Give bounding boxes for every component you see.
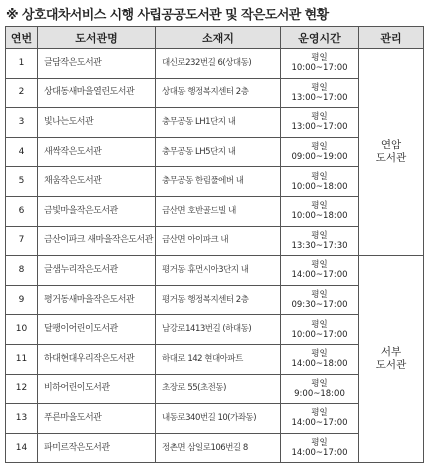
hours-days: 평일	[311, 349, 328, 360]
hours-time: 10:00~17:00	[291, 329, 348, 340]
operating-hours	[281, 108, 359, 138]
library-location: 내동로340번길 10(가좌동)	[156, 404, 281, 434]
operating-hours	[281, 49, 359, 79]
library-name: 파미르작은도서관	[38, 433, 156, 463]
library-location: 대신로232번길 6(상대동)	[156, 49, 281, 79]
managing-library	[359, 256, 424, 463]
hours-time: 13:00~17:00	[291, 92, 348, 103]
hours-time: 10:00~18:00	[291, 211, 348, 222]
hours-days: 평일	[311, 408, 328, 419]
hours-time: 10:00~18:00	[291, 181, 348, 192]
row-number: 7	[6, 226, 38, 256]
managing-library-line1: 서부	[380, 346, 402, 359]
library-location: 충무공동 한림풀에버 내	[156, 167, 281, 197]
library-name: 채움작은도서관	[38, 167, 156, 197]
hours-days: 평일	[311, 171, 328, 182]
library-location: 충무공동 LH1단지 내	[156, 108, 281, 138]
col-header-manager: 관리	[359, 27, 424, 49]
hours-time: 13:00~17:00	[291, 122, 348, 133]
row-number: 5	[6, 167, 38, 197]
library-location: 금산면 호반골드빌 내	[156, 196, 281, 226]
row-number: 9	[6, 285, 38, 315]
library-name: 글담작은도서관	[38, 49, 156, 79]
library-name: 평거동새마을작은도서관	[38, 285, 156, 315]
operating-hours	[281, 344, 359, 374]
library-table	[5, 26, 424, 463]
operating-hours	[281, 196, 359, 226]
hours-days: 평일	[311, 438, 328, 449]
hours-time: 14:00~18:00	[291, 359, 348, 370]
operating-hours	[281, 226, 359, 256]
hours-days: 평일	[311, 230, 328, 241]
hours-days: 평일	[311, 53, 328, 64]
managing-library-line1: 연암	[380, 139, 402, 152]
operating-hours	[281, 433, 359, 463]
library-location: 정촌면 삼일로106번길 8	[156, 433, 281, 463]
row-number: 6	[6, 196, 38, 226]
library-name: 푸른마을도서관	[38, 404, 156, 434]
hours-time: 09:30~17:00	[291, 300, 348, 311]
library-name: 금빛마을작은도서관	[38, 196, 156, 226]
col-header-no: 연번	[6, 27, 38, 49]
operating-hours	[281, 256, 359, 286]
col-header-location: 소재지	[156, 27, 281, 49]
table-row	[6, 256, 424, 286]
hours-days: 평일	[311, 378, 328, 389]
library-location: 평거동 행정복지센터 2층	[156, 285, 281, 315]
hours-days: 평일	[311, 201, 328, 212]
page-title: ※ 상호대차서비스 시행 사립공공도서관 및 작은도서관 현황	[6, 8, 329, 23]
operating-hours	[281, 315, 359, 345]
operating-hours	[281, 78, 359, 108]
hours-days: 평일	[311, 142, 328, 153]
library-location: 상대동 행정복지센터 2층	[156, 78, 281, 108]
operating-hours	[281, 404, 359, 434]
operating-hours	[281, 137, 359, 167]
hours-time: 14:00~17:00	[291, 270, 348, 281]
hours-time: 14:00~17:00	[291, 448, 348, 459]
managing-library	[359, 49, 424, 256]
hours-days: 평일	[311, 260, 328, 271]
row-number: 10	[6, 315, 38, 345]
hours-days: 평일	[311, 82, 328, 93]
operating-hours	[281, 167, 359, 197]
hours-time: 13:30~17:30	[291, 240, 348, 251]
hours-time: 9:00~18:00	[294, 388, 345, 399]
operating-hours	[281, 374, 359, 404]
table-header-row	[6, 27, 424, 49]
row-number: 13	[6, 404, 38, 434]
library-name: 상대동새마을열린도서관	[38, 78, 156, 108]
table-row	[6, 49, 424, 79]
operating-hours	[281, 285, 359, 315]
library-name: 빛나는도서관	[38, 108, 156, 138]
row-number: 1	[6, 49, 38, 79]
row-number: 3	[6, 108, 38, 138]
row-number: 4	[6, 137, 38, 167]
managing-library-line2: 도서관	[375, 359, 407, 372]
library-name: 비하어린이도서관	[38, 374, 156, 404]
library-name: 달팽이어린이도서관	[38, 315, 156, 345]
row-number: 2	[6, 78, 38, 108]
row-number: 14	[6, 433, 38, 463]
hours-time: 14:00~17:00	[291, 418, 348, 429]
library-name: 글샘누리작은도서관	[38, 256, 156, 286]
hours-days: 평일	[311, 290, 328, 301]
library-location: 하대로 142 현대아파트	[156, 344, 281, 374]
managing-library-line2: 도서관	[375, 152, 407, 165]
library-location: 남강로1413번길 (하대동)	[156, 315, 281, 345]
library-location: 평거동 휴먼시아3단지 내	[156, 256, 281, 286]
library-name: 새싹작은도서관	[38, 137, 156, 167]
library-name: 하대현대우리작은도서관	[38, 344, 156, 374]
hours-time: 10:00~17:00	[291, 63, 348, 74]
library-location: 충무공동 LH5단지 내	[156, 137, 281, 167]
hours-time: 09:00~19:00	[291, 152, 348, 163]
row-number: 8	[6, 256, 38, 286]
library-name: 금산이파크 새마을작은도서관	[38, 226, 156, 256]
hours-days: 평일	[311, 112, 328, 123]
row-number: 12	[6, 374, 38, 404]
col-header-hours: 운영시간	[281, 27, 359, 49]
hours-days: 평일	[311, 319, 328, 330]
col-header-name: 도서관명	[38, 27, 156, 49]
library-location: 금산면 아이파크 내	[156, 226, 281, 256]
library-location: 초장로 55(초전동)	[156, 374, 281, 404]
row-number: 11	[6, 344, 38, 374]
